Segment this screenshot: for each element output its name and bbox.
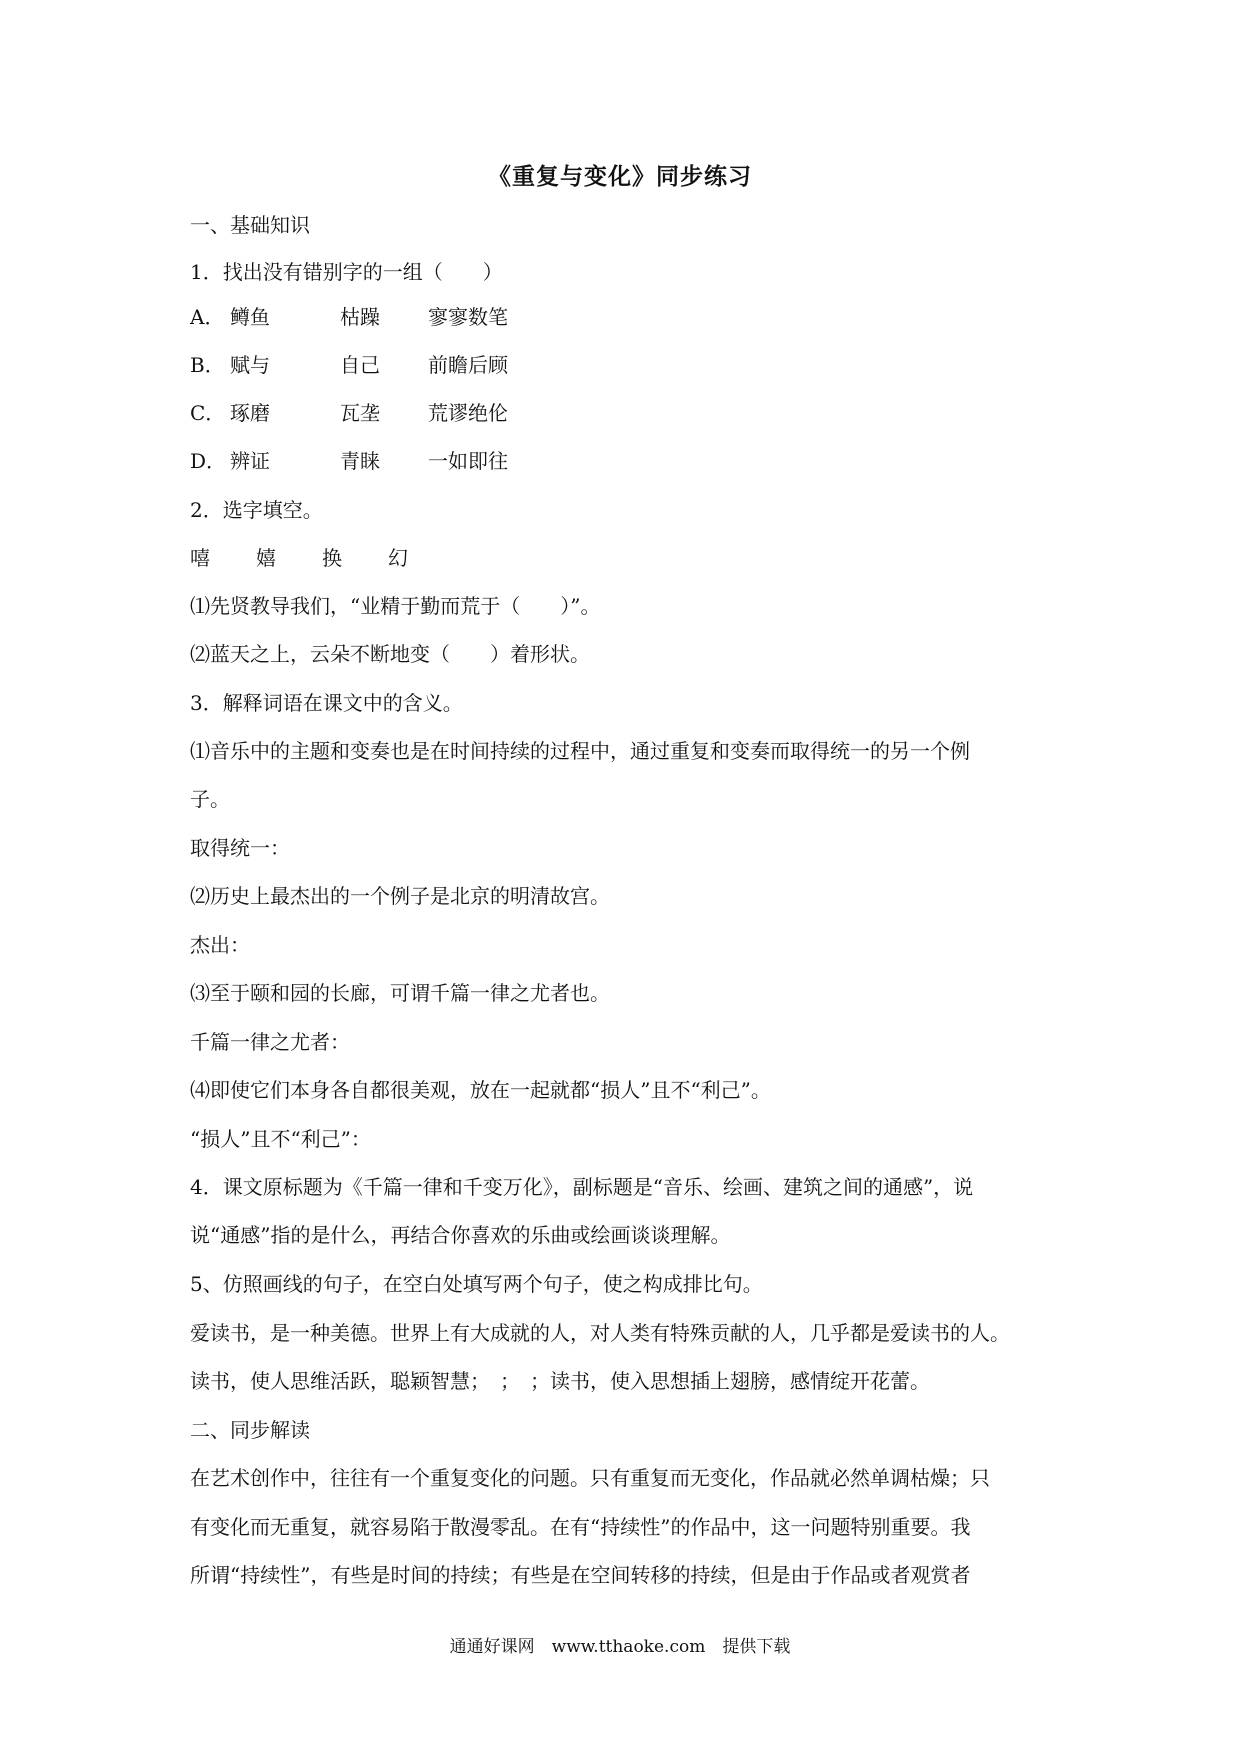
page-footer: 通通好课网 www.tthaoke.com 提供下载: [449, 1637, 791, 1657]
option-word: 枯躁: [340, 305, 380, 329]
section-heading-basic: 一、基础知识: [190, 213, 310, 237]
q3-answer-1: 取得统一：: [190, 836, 290, 860]
section-heading-reading: 二、同步解读: [190, 1418, 310, 1442]
option-word: 自己: [340, 353, 380, 377]
q3-sentence-2: ⑵历史上最杰出的一个例子是北京的明清故宫。: [190, 884, 610, 908]
option-word: 前瞻后顾: [428, 353, 508, 377]
choice-char: 嘻: [190, 546, 210, 570]
option-word: 瓦垄: [340, 401, 380, 425]
option-word: 琢磨: [230, 401, 270, 425]
option-word: 青睐: [340, 449, 380, 473]
q1-option-a: [190, 302, 1060, 332]
choice-char: 换: [322, 546, 342, 570]
reading-line-2: 有变化而无重复，就容易陷于散漫零乱。在有“持续性”的作品中，这一问题特别重要。我: [190, 1515, 971, 1539]
q3-sentence-4: ⑷即使它们本身各自都很美观，放在一起就都“损人”且不“利己”。: [190, 1078, 771, 1102]
q3-answer-2: 杰出：: [190, 933, 250, 957]
q5-line-2: 读书，使人思维活跃，聪颖智慧； ； ；读书，使入思想插上翅膀，感情绽开花蕾。: [190, 1369, 930, 1393]
option-word: 赋与: [230, 353, 270, 377]
q1-option-c: [190, 398, 1060, 428]
reading-line-1: 在艺术创作中，往往有一个重复变化的问题。只有重复而无变化，作品就必然单调枯燥；只: [190, 1466, 990, 1490]
q3-sentence-1a: ⑴音乐中的主题和变奏也是在时间持续的过程中，通过重复和变奏而取得统一的另一个例: [190, 739, 970, 763]
q1-option-b: [190, 350, 1060, 380]
option-label: A．: [190, 305, 225, 329]
option-label: D．: [190, 449, 227, 473]
question-4-line-2: 说“通感”指的是什么，再结合你喜欢的乐曲或绘画谈谈理解。: [190, 1223, 731, 1247]
question-5-stem: 5、仿照画线的句子，在空白处填写两个句子，使之构成排比句。: [190, 1272, 763, 1296]
page-title: 《重复与变化》同步练习: [488, 164, 752, 190]
option-label: B．: [190, 353, 225, 377]
q2-sentence-1: ⑴先贤教导我们，“业精于勤而荒于（ ）”。: [190, 594, 601, 618]
choice-char: 嬉: [256, 546, 276, 570]
q3-answer-3: 千篇一律之尤者：: [190, 1030, 350, 1054]
q3-sentence-3: ⑶至于颐和园的长廊，可谓千篇一律之尤者也。: [190, 981, 610, 1005]
q2-sentence-2: ⑵蓝天之上，云朵不断地变（ ）着形状。: [190, 642, 590, 666]
option-word: 寥寥数笔: [428, 305, 508, 329]
reading-line-3: 所谓“持续性”，有些是时间的持续；有些是在空间转移的持续，但是由于作品或者观赏者: [190, 1563, 971, 1587]
question-4-line-1: 4．课文原标题为《千篇一律和千变万化》，副标题是“音乐、绘画、建筑之间的通感”，说: [190, 1175, 974, 1199]
question-3-stem: 3．解释词语在课文中的含义。: [190, 691, 463, 715]
q2-character-choices: [190, 543, 1060, 573]
q1-option-d: [190, 446, 1060, 476]
option-word: 辨证: [230, 449, 270, 473]
option-word: 一如即往: [428, 449, 508, 473]
q5-line-1: 爱读书，是一种美德。世界上有大成就的人，对人类有特殊贡献的人，几乎都是爱读书的人。: [190, 1321, 1010, 1345]
choice-char: 幻: [388, 546, 408, 570]
option-label: C．: [190, 401, 226, 425]
option-word: 鳟鱼: [230, 305, 270, 329]
question-2-stem: 2．选字填空。: [190, 498, 323, 522]
q3-sentence-1b: 子。: [190, 787, 230, 811]
question-1-stem: 1．找出没有错别字的一组（ ）: [190, 260, 503, 284]
option-word: 荒谬绝伦: [428, 401, 508, 425]
q3-answer-4: “损人”且不“利己”：: [190, 1127, 371, 1151]
